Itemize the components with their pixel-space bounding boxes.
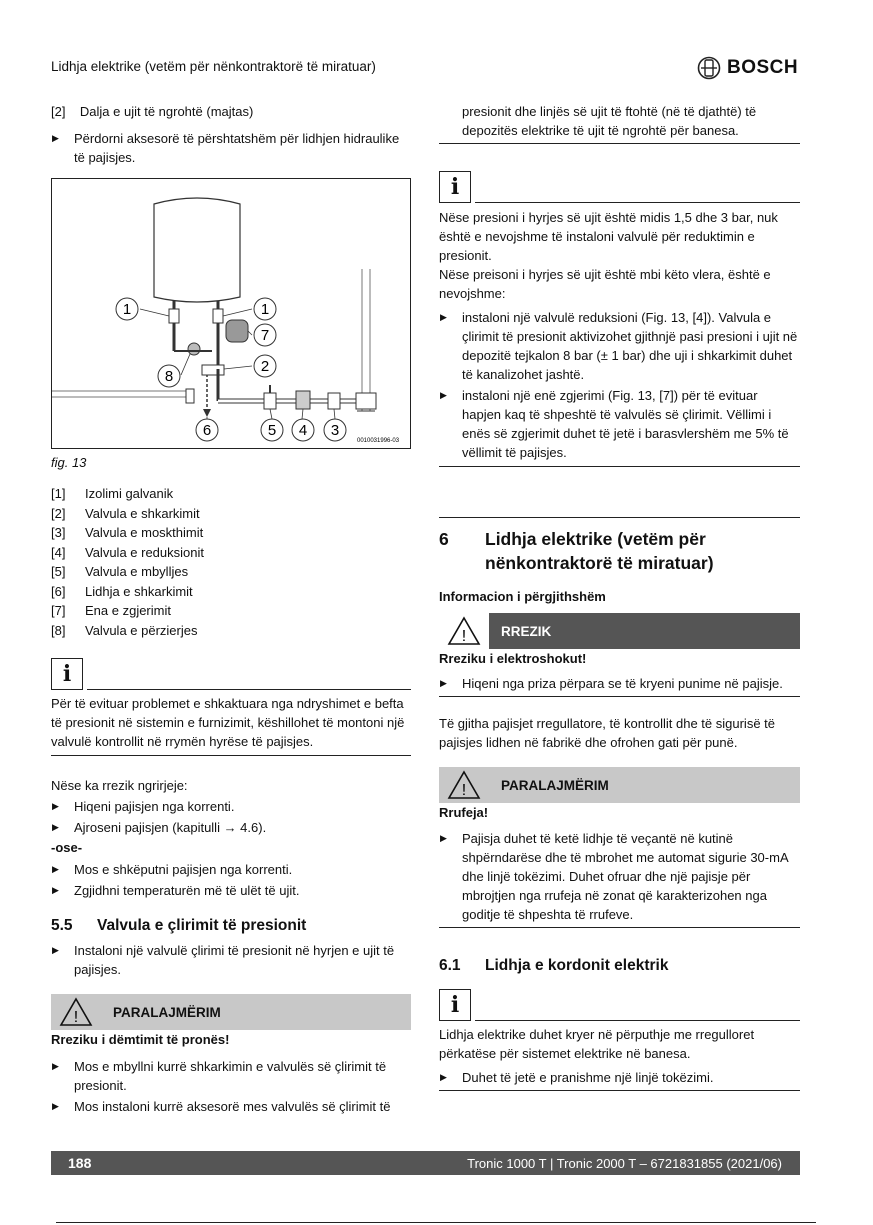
legend-item-2-outlet: [2] Dalja e ujit të ngrohtë (majtas): [51, 104, 254, 119]
page-footer: [51, 1151, 800, 1175]
hydraulic-accessories-instruction: ▶ Përdorni aksesorë të përshtatshëm për lidhjen hidraulike të pajisjes.: [51, 129, 411, 167]
legend-row: [8] Valvula e përzierjes: [51, 622, 198, 638]
warning-subtitle: Rreziku i dëmtimit të pronës!: [51, 1032, 230, 1047]
section-divider: [439, 517, 800, 518]
info-note-text: Për të evituar problemet e shkaktuara nga ndryshimet e befta të presionit në sistemin e furnizimit, këshillohet të montoni një valvulë kontrollit në rrymën hyrëse të pajisjes.: [51, 690, 411, 756]
general-info-heading: [439, 587, 800, 606]
page-number: 188: [68, 1155, 92, 1171]
warning-banner: [51, 994, 411, 1030]
frost-step-2: ▶ Ajroseni pajisjen (kapitulli → 4.6).: [51, 818, 411, 837]
danger-electric-shock: [439, 613, 800, 697]
subheading: Informacion i përgjithshëm: [439, 589, 606, 604]
legend-row: [2] Valvula e shkarkimit: [51, 505, 200, 521]
warning-triangle-icon: [447, 770, 481, 800]
legend-row: [4] Valvula e reduksionit: [51, 544, 204, 560]
paragraph-text: Të gjitha pajisjet rregullatore, të kontrollit dhe të sigurisë të pajisjes lidhen në fabrikë dhe ofrohen gati për punë.: [439, 716, 776, 750]
warning-banner: [439, 767, 800, 803]
section-5-5-heading: [51, 917, 411, 935]
danger-step-1: ▶ Hiqeni nga priza përpara se të kryeni punime në pajisje.: [439, 674, 800, 697]
callout-3: 3: [330, 422, 340, 439]
warning-label: PARALAJMËRIM: [113, 1004, 221, 1020]
danger-subtitle: Rreziku i elektroshokut!: [439, 651, 587, 666]
legend-row: [3] Valvula e moskthimit: [51, 525, 204, 540]
frost-step-4: ▶ Zgjidhni temperaturën më të ulët të ujit.: [51, 881, 411, 900]
or-separator: -ose-: [51, 840, 83, 855]
legend-row: [7] Ena e zgjerimit: [51, 603, 171, 618]
section-6-heading: [439, 527, 800, 575]
bosch-logo: [697, 56, 798, 80]
info-pressure-step-2: ▶ instaloni një enë zgjerimi (Fig. 13, [7]) për të evituar hapjen kaq të shpeshtë të valvulës së çlirimit. Vëllimi i enës së zgjerimit duhet të jetë i barasvlershëm me 5% të vëllimit të pajisjes.: [439, 386, 800, 467]
callout-6: 6: [202, 422, 212, 439]
figure-code: 0010031996-03: [357, 438, 400, 444]
info-icon: i: [439, 989, 471, 1021]
factory-wiring-paragraph: [439, 714, 800, 752]
info-pressure-step-1: ▶ instaloni një valvulë reduksioni (Fig. 13, [4]). Valvula e çlirimit të presionit aktivizohet gjithnjë pasi presioni i ujit në depozitë tejkalon 8 bar (± 1 bar) dhe uji i shkarkimit duhet të kanalizohet jashtë.: [439, 308, 800, 384]
frost-instructions: [51, 776, 411, 900]
svg-text:!: !: [461, 782, 467, 799]
section-number: 5.5: [51, 917, 73, 934]
danger-label: RREZIK: [501, 623, 552, 639]
info-icon: i: [439, 171, 471, 203]
callout-7: 7: [260, 327, 270, 344]
info-cord-text: Lidhja elektrike duhet kryer në përputhje me rregulloret përkatëse për sistemet elektrike në banesa.: [439, 1027, 755, 1061]
brand-name: BOSCH: [727, 57, 799, 78]
right-continuation: [439, 102, 800, 144]
info-pressure-p1: Nëse presioni i hyrjes së ujit është midis 1,5 dhe 3 bar, nuk është e nevojshme të instaloni valvulë për reduktimin e presionit.: [439, 210, 778, 263]
installation-diagram: [52, 179, 410, 448]
warning-lightning: [439, 767, 800, 928]
callout-5: 5: [267, 422, 277, 439]
warning-property-damage: [51, 994, 411, 1116]
callout-4: 4: [298, 422, 308, 439]
callout-1b: 1: [260, 301, 270, 318]
section-6-1-heading: [439, 957, 800, 975]
section-title: Valvula e çlirimit të presionit: [97, 917, 307, 934]
info-cord-step-1: ▶ Duhet të jetë e pranishme një linjë tokëzimi.: [439, 1068, 800, 1091]
section-title-line-1: Lidhja elektrike (vetëm për: [485, 529, 706, 549]
warning-step-1: ▶ Mos e mbyllni kurrë shkarkimin e valvulës së çlirimit të presionit.: [51, 1057, 411, 1095]
warning-step-2: ▶ Mos instaloni kurrë aksesorë mes valvulës së çlirimit të: [51, 1097, 411, 1116]
info-note-cord: [439, 986, 800, 1091]
water-heater-tank: [154, 198, 240, 302]
frost-intro: Nëse ka rrezik ngrirjeje:: [51, 778, 188, 793]
callout-2: 2: [260, 358, 270, 375]
warning-triangle-icon: [59, 997, 93, 1027]
danger-triangle-icon: [447, 616, 481, 646]
danger-banner: [439, 613, 800, 649]
warning-subtitle: Rrufeja!: [439, 805, 489, 820]
bottom-rule: [56, 1222, 816, 1223]
figure-13: [51, 178, 411, 449]
callout-1a: 1: [122, 301, 132, 318]
section-title: [485, 527, 714, 575]
frost-step-1: ▶ Hiqeni pajisjen nga korrenti.: [51, 797, 411, 816]
info-note-check-valve: [51, 655, 411, 756]
document-reference: Tronic 1000 T | Tronic 2000 T – 6721831855 (2021/06): [467, 1155, 782, 1171]
callout-8: 8: [164, 368, 174, 385]
info-pressure-p2: Nëse preisoni i hyrjes së ujit është mbi këto vlera, është e nevojshme:: [439, 267, 771, 301]
bosch-armature-icon: [697, 56, 721, 80]
legend-row: [1] Izolimi galvanik: [51, 486, 174, 501]
continued-text: presionit dhe linjës së ujit të ftohtë (në të djathtë) të depozitës elektrike të ujit të ngrohtë për banesa.: [439, 102, 800, 144]
frost-step-3: ▶ Mos e shkëputni pajisjen nga korrenti.: [51, 860, 411, 879]
svg-text:!: !: [461, 628, 467, 645]
section-number: 6.1: [439, 957, 461, 974]
info-icon: i: [51, 658, 83, 690]
running-header: Lidhja elektrike (vetëm për nënkontraktorë të miratuar): [51, 59, 376, 74]
section-number: 6: [439, 529, 449, 549]
legend-row: [6] Lidhja e shkarkimit: [51, 583, 193, 599]
figure-caption: fig. 13: [51, 455, 87, 470]
section-title-line-2: nënkontraktorë të miratuar): [485, 553, 714, 573]
left-column: [51, 102, 411, 167]
section-5-5-body: [51, 941, 411, 979]
pressure-valve-instruction: ▶ Instaloni një valvulë çlirimi të presionit në hyrjen e ujit të pajisjes.: [51, 941, 411, 979]
section-title: Lidhja e kordonit elektrik: [485, 957, 669, 974]
figure-legend: [51, 484, 411, 640]
legend-row: [5] Valvula e mbylljes: [51, 564, 189, 579]
svg-text:!: !: [73, 1009, 79, 1026]
info-note-pressure: [439, 168, 800, 467]
warning-step-1: ▶ Pajisja duhet të ketë lidhje të veçantë në kutinë shpërndarëse dhe të mbrohet me automat sigurie 30-mA dhe linjë tokëzimi. Duhet ofruar dhe një pajisje për mbrojtjen nga rrufeja në zonat që karakterizohen nga goditje të shpeshta të rrufeve.: [439, 829, 800, 928]
warning-label: PARALAJMËRIM: [501, 777, 609, 793]
